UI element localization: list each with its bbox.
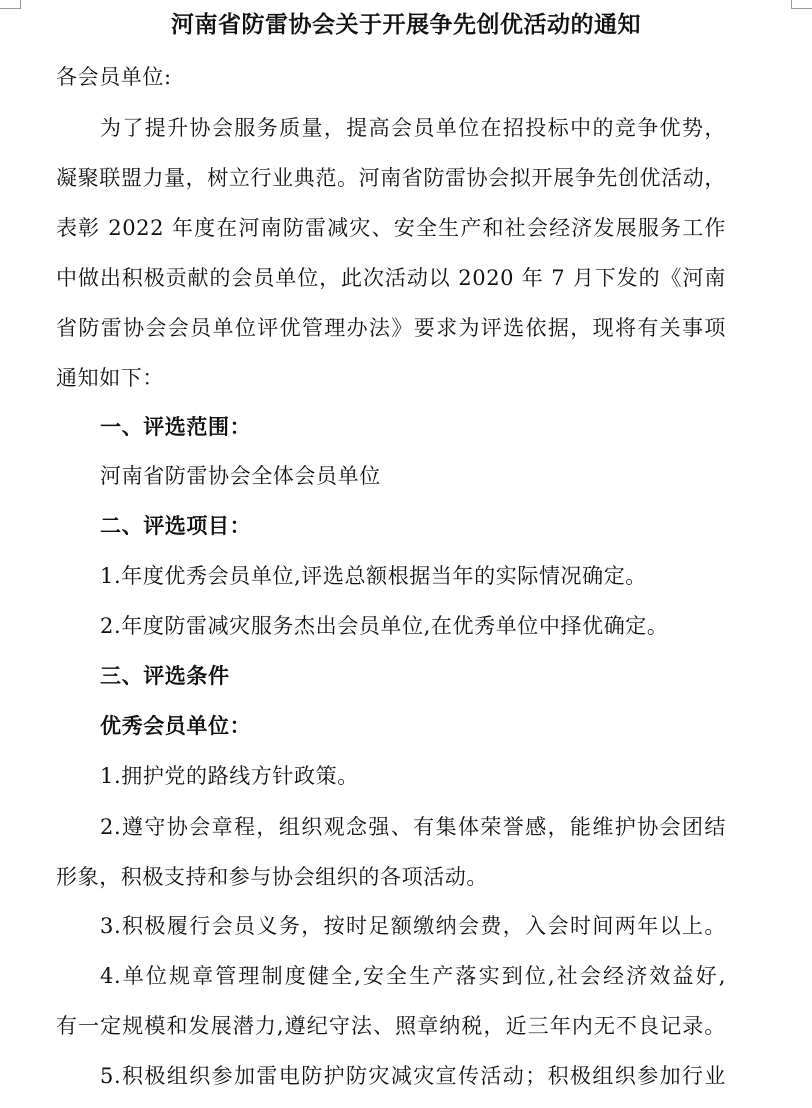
list-item: 3.积极履行会员义务，按时足额缴纳会费，入会时间两年以上。 — [100, 914, 726, 938]
list-item: 4.单位规章管理制度健全,安全生产落实到位,社会经济效益好, — [100, 964, 726, 988]
list-item: 1.拥护党的路线方针政策。 — [100, 764, 359, 788]
list-item: 5.积极组织参加雷电防护防灾减灾宣传活动；积极组织参加行业 — [100, 1064, 726, 1088]
list-item: 1.年度优秀会员单位,评选总额根据当年的实际情况确定。 — [100, 564, 647, 588]
section-heading: 二、评选项目： — [100, 513, 252, 538]
list-item-continuation: 有一定规模和发展潜力,遵纪守法、照章纳税，近三年内无不良记录。 — [56, 1014, 726, 1038]
intro-line: 为了提升协会服务质量，提高会员单位在招投标中的竞争优势， — [100, 116, 726, 140]
salutation: 各会员单位: — [56, 65, 172, 89]
section-heading: 一、评选范围： — [100, 414, 252, 439]
section-heading: 三、评选条件 — [100, 663, 230, 688]
document-title: 河南省防雷协会关于开展争先创优活动的通知 — [171, 11, 641, 38]
subheading: 优秀会员单位： — [100, 713, 252, 738]
intro-line: 中做出积极贡献的会员单位，此次活动以 2020 年 7 月下发的《河南 — [56, 266, 726, 290]
section-text: 河南省防雷协会全体会员单位 — [100, 464, 381, 488]
list-item: 2.年度防雷减灾服务杰出会员单位,在优秀单位中择优确定。 — [100, 614, 669, 638]
list-item-continuation: 形象，积极支持和参与协会组织的各项活动。 — [56, 865, 488, 889]
list-item: 2.遵守协会章程，组织观念强、有集体荣誉感，能维护协会团结 — [100, 815, 726, 839]
intro-line: 通知如下： — [56, 366, 164, 390]
intro-line: 省防雷协会会员单位评优管理办法》要求为评选依据，现将有关事项 — [56, 316, 726, 340]
intro-line: 凝聚联盟力量，树立行业典范。河南省防雷协会拟开展争先创优活动， — [56, 166, 726, 190]
intro-line: 表彰 2022 年度在河南防雷减灾、安全生产和社会经济发展服务工作 — [56, 216, 726, 240]
